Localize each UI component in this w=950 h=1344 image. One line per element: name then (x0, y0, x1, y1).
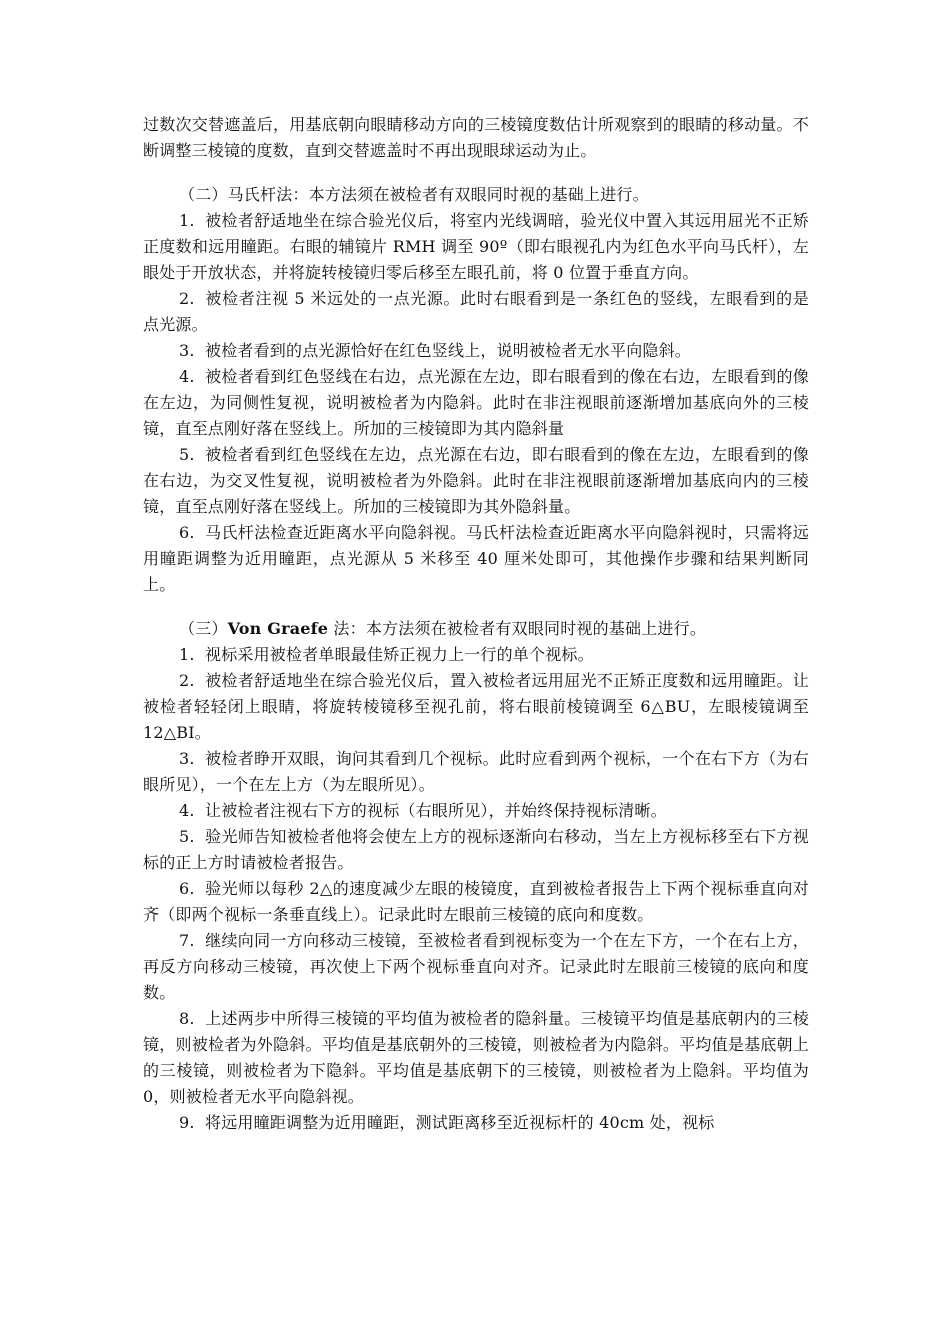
step-text: 上述两步中所得三棱镜的平均值为被检者的隐斜量。三棱镜平均值是基底朝内的三棱镜，则被检者为外隐斜。平均值是基底朝外的三棱镜，则被检者为内隐斜。平均值是基底朝上的三棱镜，则被检者为下隐斜。平均值是基底朝下的三棱镜，则被检者为上隐斜。平均值为 0，则被检者无水平向隐斜视。 (143, 1009, 809, 1106)
step-number: 8. (179, 1009, 195, 1028)
step-number: 7. (179, 931, 195, 950)
vongraefe-step-3 (143, 746, 809, 798)
step-number: 2. (179, 671, 195, 690)
maddox-heading: （二）马氏杆法：本方法须在被检者有双眼同时视的基础上进行。 (179, 185, 649, 204)
vongraefe-heading (143, 616, 809, 642)
intro-paragraph: 过数次交替遮盖后，用基底朝向眼睛移动方向的三棱镜度数估计所观察到的眼睛的移动量。不断调整三棱镜的度数，直到交替遮盖时不再出现眼球运动为止。 (143, 115, 809, 160)
vongraefe-step-8 (143, 1006, 809, 1110)
step-text: 验光师告知被检者他将会使左上方的视标逐渐向右移动，当左上方视标移至右下方视标的正上方时请被检者报告。 (143, 827, 809, 872)
step-number: 1. (179, 645, 195, 664)
maddox-step-2 (143, 286, 809, 338)
step-text: 被检者看到红色竖线在右边，点光源在左边，即右眼看到的像在右边，左眼看到的像在左边，为同侧性复视，说明被检者为内隐斜。此时在非注视眼前逐渐增加基底向外的三棱镜，直至点刚好落在竖线上。所加的三棱镜即为其内隐斜量 (143, 367, 809, 438)
step-number: 5. (179, 445, 195, 464)
step-text: 被检者舒适地坐在综合验光仪后，将室内光线调暗，验光仪中置入其远用屈光不正矫正度数和远用瞳距。右眼的辅镜片 RMH 调至 90º（即右眼视孔内为红色水平向马氏杆），左眼处于开放状态，并将旋转棱镜归零后移至左眼孔前，将 0 位置于垂直方向。 (143, 211, 809, 282)
maddox-step-4 (143, 364, 809, 442)
step-number: 6. (179, 523, 195, 542)
vongraefe-heading-name: Von Graefe (227, 619, 329, 638)
step-text: 被检者看到红色竖线在左边，点光源在右边，即右眼看到的像在左边，左眼看到的像在右边，为交叉性复视，说明被检者为外隐斜。此时在非注视眼前逐渐增加基底向内的三棱镜，直至点刚好落在竖线上。所加的三棱镜即为其外隐斜量。 (143, 445, 809, 516)
step-text: 被检者睁开双眼，询问其看到几个视标。此时应看到两个视标，一个在右下方（为右眼所见），一个在左上方（为左眼所见）。 (143, 749, 809, 794)
step-text: 验光师以每秒 2△的速度减少左眼的棱镜度，直到被检者报告上下两个视标垂直向对齐（即两个视标一条垂直线上）。记录此时左眼前三棱镜的底向和度数。 (143, 879, 809, 924)
vongraefe-step-1 (143, 642, 809, 668)
vongraefe-step-6 (143, 876, 809, 928)
step-number: 2. (179, 289, 195, 308)
step-text: 继续向同一方向移动三棱镜，至被检者看到视标变为一个在左下方，一个在右上方，再反方向移动三棱镜，再次使上下两个视标垂直向对齐。记录此时左眼前三棱镜的底向和度数。 (143, 931, 809, 1002)
step-number: 4. (179, 367, 195, 386)
vongraefe-step-9 (143, 1110, 809, 1136)
vongraefe-heading-prefix: （三） (179, 619, 228, 638)
step-text: 让被检者注视右下方的视标（右眼所见），并始终保持视标清晰。 (205, 801, 667, 820)
step-number: 9. (179, 1113, 195, 1132)
vongraefe-heading-suffix: 法：本方法须在被检者有双眼同时视的基础上进行。 (328, 619, 707, 638)
step-text: 被检者看到的点光源恰好在红色竖线上，说明被检者无水平向隐斜。 (205, 341, 692, 360)
maddox-step-3 (143, 338, 809, 364)
vongraefe-step-2 (143, 668, 809, 746)
step-number: 3. (179, 341, 195, 360)
step-text: 被检者注视 5 米远处的一点光源。此时右眼看到是一条红色的竖线，左眼看到的是点光源。 (143, 289, 809, 334)
vongraefe-step-5 (143, 824, 809, 876)
step-number: 5. (179, 827, 195, 846)
step-number: 6. (179, 879, 195, 898)
step-text: 被检者舒适地坐在综合验光仪后，置入被检者远用屈光不正矫正度数和远用瞳距。让被检者轻轻闭上眼睛，将旋转棱镜移至视孔前，将右眼前棱镜调至 6△BU，左眼棱镜调至 12△BI。 (143, 671, 809, 742)
step-number: 3. (179, 749, 195, 768)
maddox-step-6 (143, 520, 809, 598)
vongraefe-step-7 (143, 928, 809, 1006)
step-number: 1. (179, 211, 195, 230)
vongraefe-step-4 (143, 798, 809, 824)
maddox-step-1 (143, 208, 809, 286)
step-number: 4. (179, 801, 195, 820)
maddox-step-5 (143, 442, 809, 520)
step-text: 视标采用被检者单眼最佳矫正视力上一行的单个视标。 (205, 645, 594, 664)
document-body (143, 112, 809, 1136)
step-text: 将远用瞳距调整为近用瞳距，测试距离移至近视标杆的 40cm 处，视标 (205, 1113, 715, 1132)
step-text: 马氏杆法检查近距离水平向隐斜视。马氏杆法检查近距离水平向隐斜视时，只需将远用瞳距调整为近用瞳距，点光源从 5 米移至 40 厘米处即可，其他操作步骤和结果判断同上。 (143, 523, 809, 594)
